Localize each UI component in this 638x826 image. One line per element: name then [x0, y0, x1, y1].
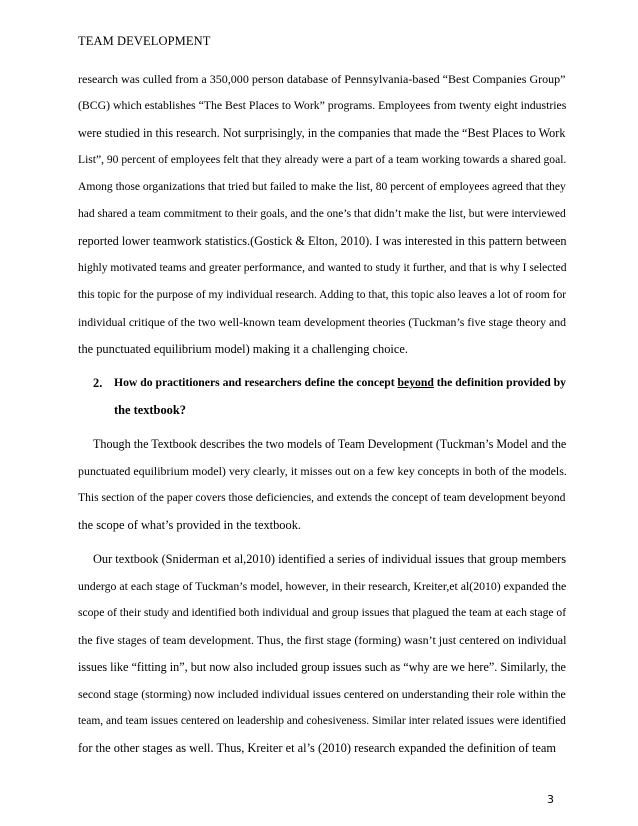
body-line: Our textbook (Sniderman et al,2010) identified a series of individual issues that group members [93, 552, 567, 566]
body-line: (BCG) which establishes “The Best Places to Work” programs. Employees from twenty eight industries [78, 99, 567, 112]
body-line: had shared a team commitment to their goals, and the one’s that didn’t make the list, but were interviewed [78, 208, 566, 220]
body-line: team, and team issues centered on leadership and cohesiveness. Similar inter related issues were identified [78, 715, 566, 727]
body-line: were studied in this research. Not surprisingly, in the companies that made the “Best Places to Work [78, 126, 566, 140]
question-number: 2. [93, 376, 103, 390]
body-line: This section of the paper covers those deficiencies, and extends the concept of team development beyond [78, 491, 566, 504]
body-line: for the other stages as well. Thus, Kreiter et al’s (2010) research expanded the definition of team [78, 741, 557, 755]
body-line: scope of their study and identified both individual and group issues that plagued the team at each stage of [78, 606, 567, 619]
body-line: this topic for the purpose of my individual research. Adding to that, this topic also leaves a lot of room for [78, 289, 567, 301]
body-line: the scope of what’s provided in the textbook. [78, 518, 301, 532]
body-line: the punctuated equilibrium model) making it a challenging choice. [78, 342, 408, 356]
body-line: punctuated equilibrium model) very clearly, it misses out on a few key concepts in both of the models. [78, 464, 567, 478]
body-line: undergo at each stage of Tuckman’s model, however, in their research, Kreiter,et al(2010) expanded the [78, 579, 567, 593]
body-line: second stage (storming) now included individual issues centered on understanding their role within the [78, 687, 566, 701]
body-line: Though the Textbook describes the two models of Team Development (Tuckman’s Model and the [93, 437, 567, 451]
body-line: issues like “fitting in”, but now also included group issues such as “why are we here”. Similarly, the [78, 660, 566, 674]
body-line: highly motivated teams and greater performance, and wanted to study it further, and that is why I selected [78, 262, 567, 274]
body-line: individual critique of the two well-known team development theories (Tuckman’s five stage theory and [78, 315, 567, 329]
body-line: Among those organizations that tried but failed to make the list, 80 percent of employees agreed that they [78, 180, 566, 193]
question-heading-line1 [114, 375, 566, 391]
body-line: research was culled from a 350,000 person database of Pennsylvania-based “Best Companies Group” [78, 72, 566, 86]
question-heading-line2: the textbook? [114, 403, 186, 417]
underlined-word: beyond [397, 376, 434, 389]
body-line: List”, 90 percent of employees felt that they already were a part of a team working towards a shared goal. [78, 153, 567, 166]
body-line: reported lower teamwork statistics.(Gostick & Elton, 2010). I was interested in this pattern between [78, 234, 567, 248]
question-text: How do practitioners and researchers define the concept [114, 376, 398, 389]
body-line: the five stages of team development. Thus, the first stage (forming) wasn’t just centered on individual [78, 633, 567, 647]
page-number: 3 [547, 793, 554, 806]
running-head: TEAM DEVELOPMENT [78, 34, 211, 48]
question-text: the definition provided by [433, 376, 566, 389]
